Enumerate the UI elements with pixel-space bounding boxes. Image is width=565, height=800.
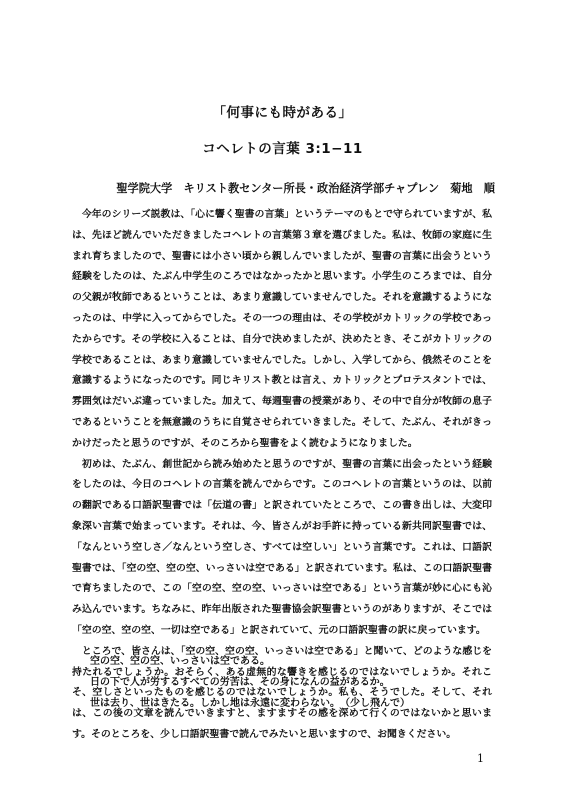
paragraph: 初めは、たぶん、創世記から読み始めたと思うのですが、聖書の言葉に出会ったという経験をしたのは、今日のコヘレトの言葉を読んでからです。このコヘレトの言葉というのは、以前の翻訳である口語訳聖書では「伝道の書」と訳されていたところで、この書き出しは、大変印象深い言葉で始まっています。それは、今、皆さんがお手許に持っている新共同訳聖書では、「なんという空しさ／なんという空しさ、すべては空しい」という言葉です。これは、口語訳聖書では、「空の空、空の空、いっさいは空である」と訳されています。私は、この口語訳聖書で育ちましたので、この「空の空、空の空、いっさいは空である」という言葉が妙に心にも沁み込んでいます。ちなみに、昨年出版された聖書協会訳聖書というのがありますが、そこでは「空の空、空の空、一切は空である」と訳されていて、元の口語訳聖書の訳に戻っています。: [72, 458, 492, 636]
quote-line: 世は去り、世はきたる。しかし地は永遠に変わらない。: [90, 697, 340, 709]
page-number: 1: [477, 752, 484, 765]
sermon-title: 「何事にも時がある」: [212, 105, 353, 121]
scripture-quote: [90, 652, 430, 714]
quote-line: 空の空、空の空、いっさいは空である。: [90, 656, 270, 667]
quote-line-with-note: [90, 694, 430, 715]
quote-line: 日の下で人が労するすべての労苦は、その身になんの益があるか。: [90, 676, 390, 688]
author-line: 聖学院大学 キリスト教センター所長・政治経済学部チャプレン 菊地 順: [116, 182, 495, 195]
paragraph: 今年のシリーズ説教は、「心に響く聖書の言葉」というテーマのもとで守られていますが、私は、先ほど読んでいただきましたコヘレトの言葉第３章を選びました。私は、牧師の家庭に生まれ育ちましたので、聖書には小さい頃から親しんでいましたが、聖書の言葉に出会うという経験をしたのは、たぶん中学生のころではなかったかと思います。小学生のころまでは、自分の父親が牧師であるということは、あまり意識していませんでした。それを意識するようになったのは、中学に入ってからでした。その一つの理由は、その学校がカトリックの学校であったからです。その学校に入ることは、自分で決めましたが、決めたとき、そこがカトリックの学校であることは、あまり意識していませんでした。しかし、入学してから、俄然そのことを意識するようになったのです。同じキリスト教とは言え、カトリックとプロテスタントでは、雰囲気はだいぶ違っていました。加えて、毎週聖書の授業があり、その中で自分が牧師の息子であるということを無意識のうちに自覚させられていきました。そして、たぶん、それがきっかけだったと思うのですが、そのころから聖書をよく読むようになりました。: [72, 209, 492, 449]
scripture-reference: コヘレトの言葉 3:1−11: [202, 141, 363, 157]
omission-note: （少し飛んで）: [340, 697, 410, 709]
paragraph: ところで、皆さんは、「空の空、空の空、いっさいは空である」と聞いて、どのような感じを持たれるでしょうか。おそらく、ある虚無的な響きを感じるのではないでしょうか。それこそ、空しさといったものを感じるのではないでしょうか。私も、そうでした。そして、それは、この後の文章を読んでいきますと、ますますその感を深めて行くのではないかと思います。そのところを、少し口語訳聖書で読んでみたいと思いますので、お聞きください。: [72, 645, 492, 740]
